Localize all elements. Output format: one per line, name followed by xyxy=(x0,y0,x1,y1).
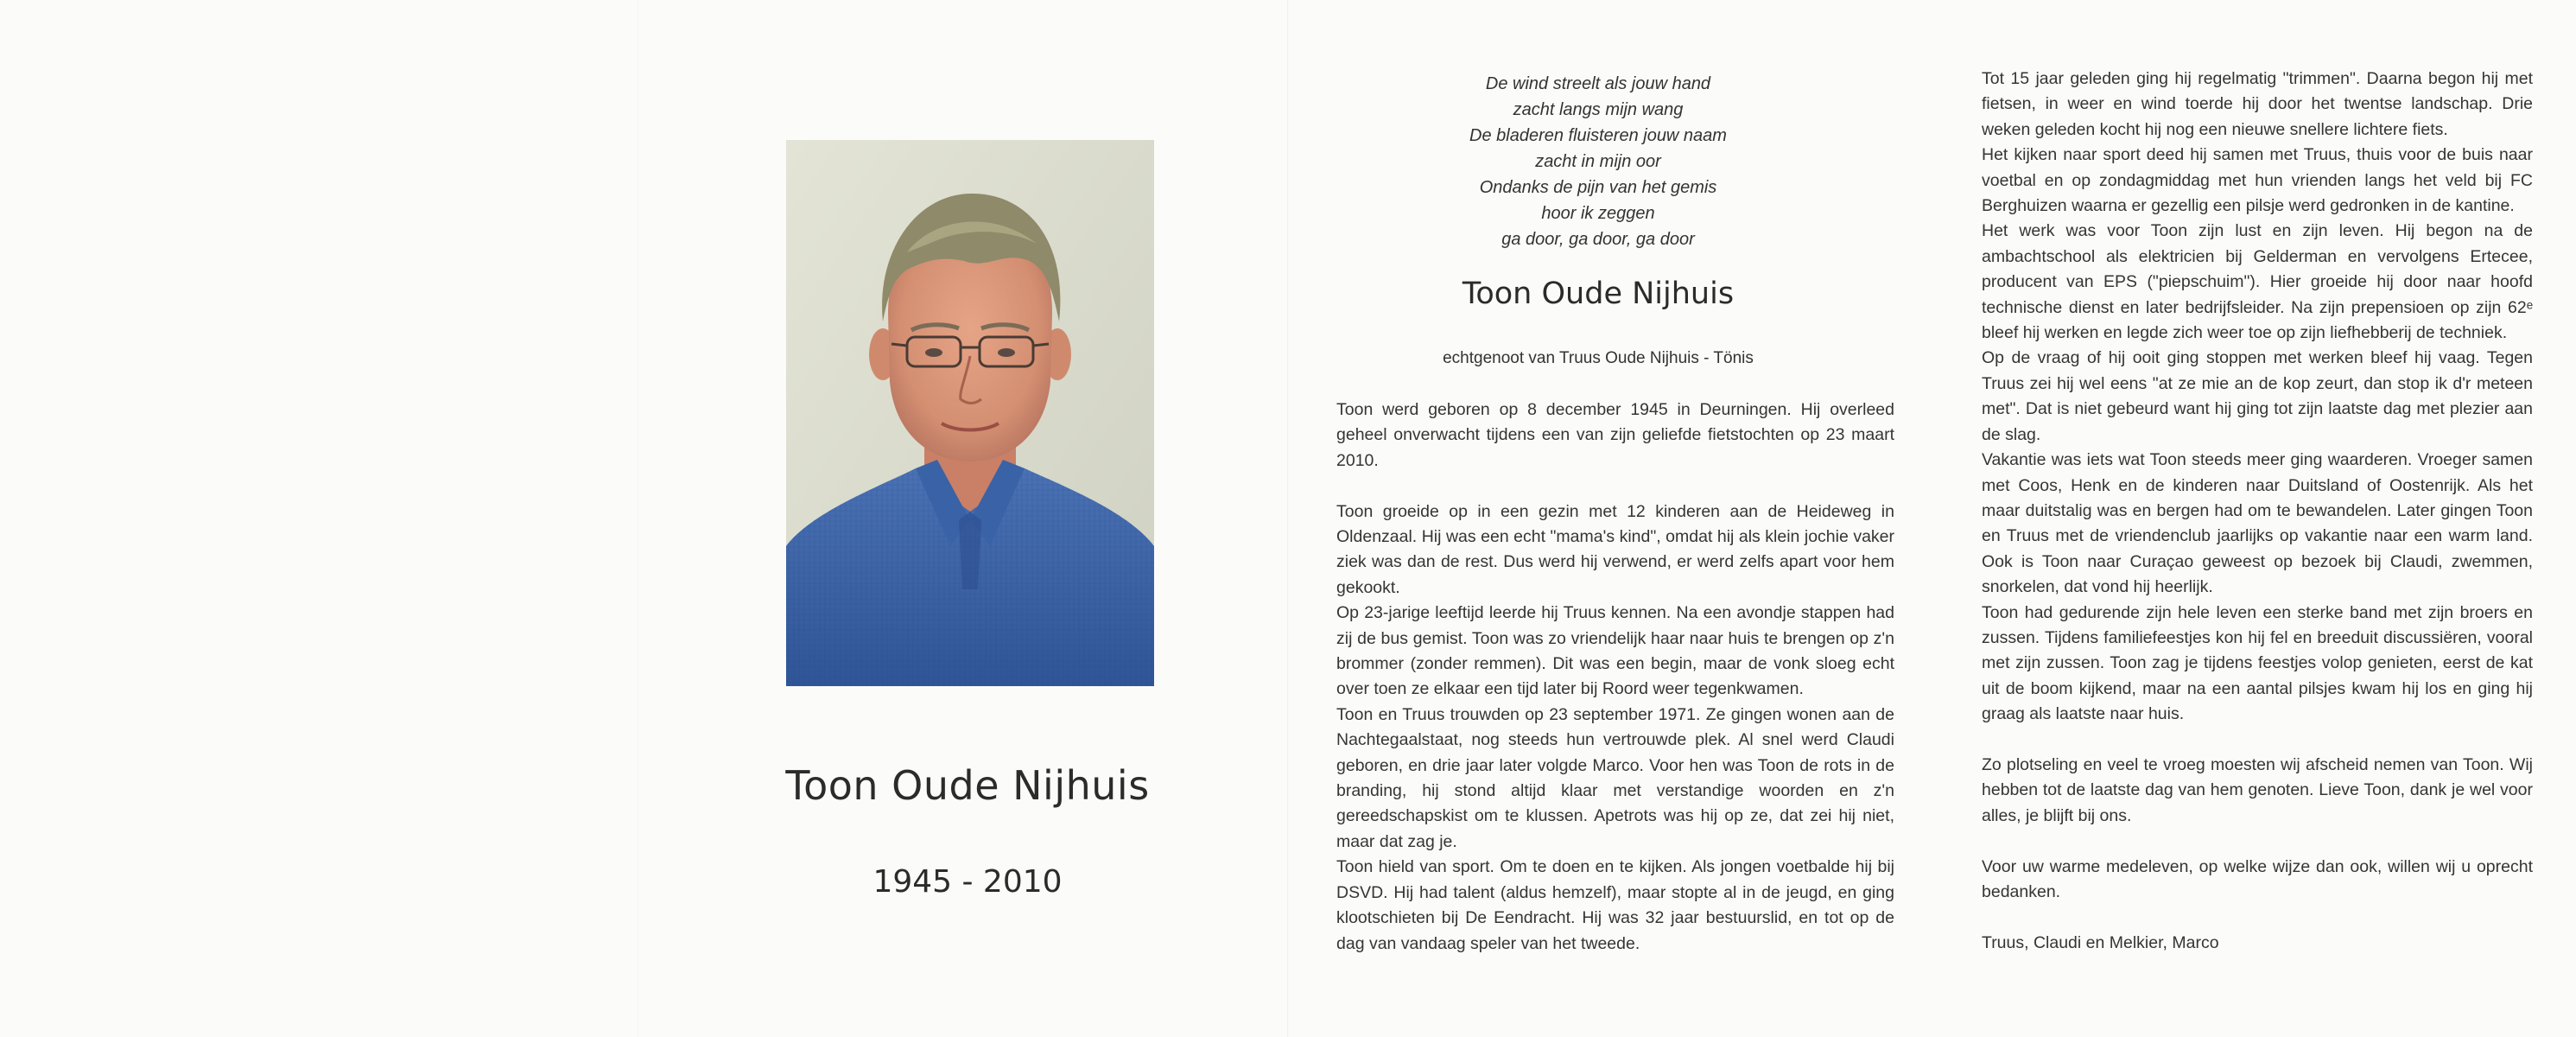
thanks-paragraph: Voor uw warme medeleven, op welke wijze dan ook, willen wij u oprecht bedanken. xyxy=(1982,856,2533,901)
paragraph: Toon en Truus trouwden op 23 september 1971. Ze gingen wonen aan de Nachtegaalstaat, nog steeds hun vertrouwde plek. Al snel werd Claudi geboren, en drie jaar later volgde Marco. Voor hen was Toon de rots in de branding, hij stond altijd klaar met verstandige woorden en z'n gereedschapskist om te klussen. Apetrots was hij op ze, dat zei hij niet, maar dat zag je. xyxy=(1336,704,1894,851)
cover-panel xyxy=(0,0,1287,1037)
farewell-paragraph: Zo plotseling en veel te vroeg moesten wij afscheid nemen van Toon. Wij hebben tot de laatste dag van hem genoten. Lieve Toon, dank je wel voor alles, je blijft bij ons. xyxy=(1982,754,2533,825)
paragraph: Toon groeide op in een gezin met 12 kinderen aan de Heideweg in Oldenzaal. Hij was een echt "mama's kind", omdat hij als klein jochie vaker ziek was dan de rest. Dus werd hij verwend, er werd zelfs apart voor hem gekookt. xyxy=(1336,501,1894,597)
poem-line: De wind streelt als jouw hand xyxy=(1485,74,1711,93)
inside-left-panel xyxy=(1287,0,1932,1037)
paragraph: Toon werd geboren op 8 december 1945 in Deurningen. Hij overleed geheel onverwacht tijdens een van zijn geliefde fietstochten op 23 maart 2010. xyxy=(1336,400,1894,470)
paragraph: Toon had gedurende zijn hele leven een sterke band met zijn broers en zussen. Tijdens familiefeestjes kon hij fel en breeduit discussiëren, vooral met zijn zussen. Toon zag je tijdens feestjes volop genieten, eerst de kat uit de boom kijkend, maar na een aantal pilsjes kwam hij los en ging hij graag als laatste naar huis. xyxy=(1982,602,2533,724)
poem-line: hoor ik zeggen xyxy=(1541,204,1655,223)
life-story-left xyxy=(1336,398,1894,957)
signature: Truus, Claudi en Melkier, Marco xyxy=(1982,932,2219,952)
inside-right-panel xyxy=(1932,0,2576,1037)
inside-name: Toon Oude Nijhuis xyxy=(1462,277,1735,311)
spouse-line: echtgenoot van Truus Oude Nijhuis - Tönis xyxy=(1443,349,1754,367)
life-story-right xyxy=(1982,67,2533,956)
poem-line: Ondanks de pijn van het gemis xyxy=(1479,178,1717,197)
paragraph: Het kijken naar sport deed hij samen met Truus, thuis voor de buis naar voetbal en op zondagmiddag met hun vrienden langs het veld bij FC Berghuizen waarna er gezellig een pilsje werd gedronken in de kantine. xyxy=(1982,145,2533,216)
poem-line: zacht langs mijn wang xyxy=(1513,100,1684,119)
portrait-illustration xyxy=(786,140,1154,686)
paragraph: Vakantie was iets wat Toon steeds meer ging waarderen. Vroeger samen met Coos, Henk en de kinderen naar Duitsland of Oostenrijk. Als het maar duitstalig was en bergen had om te bewandelen. Later gingen Toon en Truus met de vriendenclub jaarlijks op vakantie naar een warm land. Ook is Toon naar Curaçao geweest op bezoek bij Claudi, zwemmen, snorkelen, dat vond hij heerlijk. xyxy=(1982,450,2533,597)
paragraph: Toon hield van sport. Om te doen en te kijken. Als jongen voetbalde hij bij DSVD. Hij had talent (aldus hemzelf), maar stopte al in de jeugd, en ging klootschieten bij De Eendracht. Hij was 32 jaar bestuurslid, en tot op de dag van vandaag speler van het tweede. xyxy=(1336,857,1894,953)
poem-line: ga door, ga door, ga door xyxy=(1501,230,1695,249)
cover-years: 1945 - 2010 xyxy=(872,864,1063,900)
cover-name: Toon Oude Nijhuis xyxy=(785,762,1150,809)
portrait-photo xyxy=(786,140,1154,686)
poem-line: zacht in mijn oor xyxy=(1535,152,1661,171)
paragraph: Het werk was voor Toon zijn lust en zijn leven. Hij begon na de ambachtschool als elektricien bij Gelderman en vervolgens Ertecee, producent van EPS ("piepschuim"). Hier groeide hij door naar hoofd technische dienst en later bedrijfsleider. Na zijn prepensioen op zijn 62ᵉ bleef hij werken en legde zich weer toe op zijn liefhebberij de techniek. xyxy=(1982,221,2533,343)
poem-line: De bladeren fluisteren jouw naam xyxy=(1469,126,1727,145)
paragraph: Tot 15 jaar geleden ging hij regelmatig "trimmen". Daarna begon hij met fietsen, in weer en wind toerde hij door het twentse landschap. Drie weken geleden kocht hij nog een nieuwe snellere lichtere fiets. xyxy=(1982,69,2533,139)
poem xyxy=(1417,71,1780,252)
paragraph: Op de vraag of hij ooit ging stoppen met werken bleef hij vaag. Tegen Truus zei hij wel eens "at ze mie an de kop zeurt, dan stop ik d'r meteen met". Dat is niet gebeurd want hij ging tot zijn laatste dag met plezier aan de slag. xyxy=(1982,348,2533,444)
paragraph: Op 23-jarige leeftijd leerde hij Truus kennen. Na een avondje stappen had zij de bus gemist. Toon was zo vriendelijk haar naar huis te brengen op z'n brommer (zonder remmen). Dit was een begin, maar de vonk sloeg echt over toen ze elkaar een tijd later bij Roord weer tegenkwamen. xyxy=(1336,603,1894,699)
